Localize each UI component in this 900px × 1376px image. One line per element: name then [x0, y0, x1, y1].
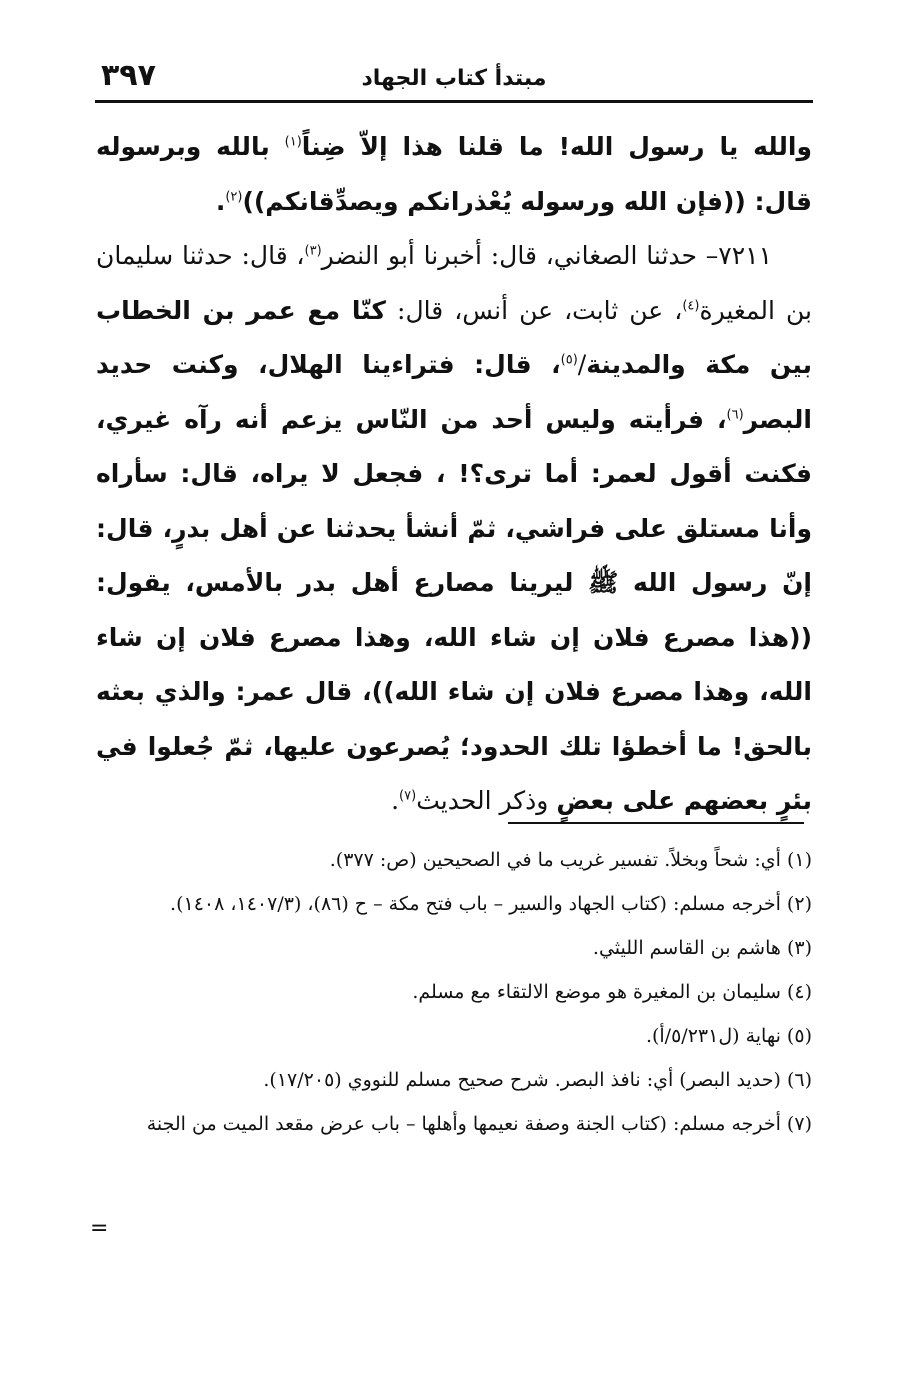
paragraph-1	[96, 120, 812, 229]
p2-text-c: ، عن ثابت، عن أنس، قال:	[385, 295, 683, 325]
main-text	[96, 120, 812, 829]
p2-text-b: ، قال: حدثنا سليمان بن المغيرة	[96, 241, 813, 325]
footnote-2: (٢) أخرجه مسلم: (كتاب الجهاد والسير – باب فتح مكة – ح (٨٦)، (١٤٠٧/٣، ١٤٠٨).	[170, 893, 812, 915]
footnote-ref-6: (٦)	[726, 407, 744, 423]
footnote-7: (٧) أخرجه مسلم: (كتاب الجنة وصفة نعيمها وأهلها – باب عرض مقعد الميت من الجنة	[146, 1113, 812, 1135]
p1-text-c: .	[215, 186, 226, 216]
p2-text-f: ، قال: فتراءينا الهلال، وكنت حديد البصر	[96, 350, 812, 434]
paragraph-hadith-7211	[96, 229, 812, 829]
p2-text-h: وذكر الحديث	[416, 786, 557, 815]
page-number: ٣٩٧	[101, 58, 156, 93]
page-header	[95, 52, 813, 103]
p2-text-d: كنّا مع عمر بن الخطاب بين مكة والمدينة	[96, 295, 812, 379]
footnote-5: (٥) نهاية (ل٥/٢٣١/أ).	[645, 1025, 812, 1047]
footnote-6: (٦) (حديد البصر) أي: نافذ البصر. شرح صحيح مسلم للنووي (١٧/٢٠٥).	[263, 1069, 812, 1091]
p1-text-b: بالله وبرسوله قال: ((فإن الله ورسوله يُعْذرانكم ويصدِّقانكم))	[96, 132, 812, 216]
footnote-4: (٤) سليمان بن المغيرة هو موضع الالتقاء مع مسلم.	[412, 981, 812, 1003]
running-title: مبتدأ كتاب الجهاد	[361, 66, 547, 91]
footnote-ref-5: (٥)	[560, 352, 578, 368]
footnote-3: (٣) هاشم بن القاسم الليثي.	[592, 937, 812, 959]
footnote-ref-4: (٤)	[682, 298, 700, 314]
footnotes	[96, 838, 812, 1146]
footnote-ref-2: (٢)	[225, 189, 243, 205]
p2-text-g: ، فرأيته وليس أحد من النّاس يزعم أنه رآه غيري، فكنت أقول لعمر: أما ترى؟! ، فجعل لا يراه، قال: سأراه وأنا مستلق على فراشي، ثمّ أنشأ يحدثنا عن أهل بدرٍ، قال: إنّ رسول الله ﷺ ليرينا مصارع أهل بدر بالأمس، يقول: ((هذا مصرع فلان إن شاء الله، وهذا مصرع فلان إن شاء الله، وهذا مصرع فلان إن شاء الله))، قال عمر: والذي بعثه بالحق! ما أخطؤا تلك الحدود؛ يُصرعون عليها، ثمّ جُعلوا في بئرٍ بعضهم على بعضٍ	[96, 404, 812, 815]
footnote-separator	[508, 822, 804, 824]
footnote-ref-1: (١)	[284, 134, 302, 150]
p2-text-e: /	[577, 350, 587, 379]
footnote-1: (١) أي: شحاً وبخلاً. تفسير غريب ما في الصحيحين (ص: ٣٧٧).	[329, 849, 812, 871]
p1-text-a: والله يا رسول الله! ما قلنا هذا إلاّ ضِناً	[301, 132, 812, 161]
footnote-ref-3: (٣)	[304, 243, 322, 259]
p2-text-a: ٧٢١١– حدثنا الصغاني، قال: أخبرنا أبو النضر	[321, 241, 772, 270]
continuation-mark: =	[90, 1216, 109, 1241]
footnote-ref-7: (٧)	[399, 788, 417, 804]
p2-text-i: .	[391, 786, 400, 815]
